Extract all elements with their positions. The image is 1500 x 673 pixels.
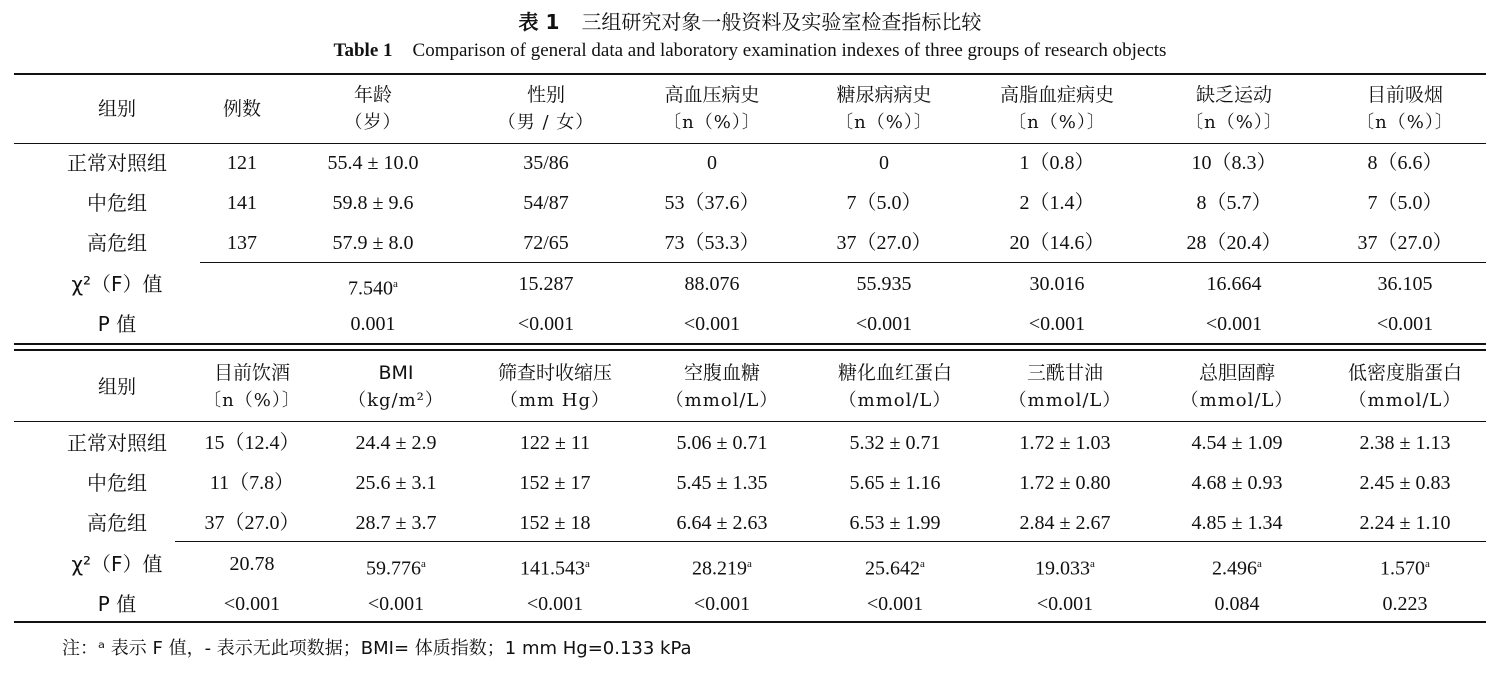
p-value: <0.001 (683, 313, 741, 335)
table-cell: 10（8.3） (1191, 152, 1277, 174)
table-cell: 122 ± 11 (519, 432, 591, 454)
footnote-marker: a (1090, 558, 1095, 570)
table-cell: 55.4 ± 10.0 (327, 152, 419, 174)
row-label: 正常对照组 (67, 151, 167, 175)
table1-header-cell (293, 81, 453, 137)
header-label: 年龄 (353, 84, 392, 106)
table-cell: 7（5.0） (846, 192, 922, 214)
table-cell: 7（5.0） (1367, 192, 1443, 214)
table-cell: 24.4 ± 2.9 (355, 432, 437, 454)
row-label: 中危组 (87, 471, 147, 495)
header-label: 糖化血红蛋白 (837, 362, 952, 384)
header-unit: 〔n（%）〕 (1185, 112, 1283, 133)
table-cell: 37（27.0） (204, 512, 300, 534)
p-value: 0.001 (350, 313, 396, 335)
footnote-marker: a (1257, 558, 1262, 570)
table-cell: 2.38 ± 1.13 (1359, 432, 1451, 454)
footnote-marker: a (393, 278, 398, 290)
p-value: 0.084 (1214, 593, 1260, 615)
table-cell: 5.65 ± 1.16 (849, 472, 941, 494)
table1-top-rule (14, 73, 1486, 75)
row-label: 正常对照组 (67, 431, 167, 455)
chi-square-value: 2.496$^a$ (1212, 557, 1262, 580)
table2-header-cell (1157, 359, 1317, 415)
chi-square-value: 36.105 (1377, 273, 1433, 295)
header-unit: 〔n（%）〕 (1356, 112, 1454, 133)
table-cell: 2（1.4） (1019, 192, 1095, 214)
table-cell: 0 (879, 152, 889, 174)
header-label: 目前吸烟 (1366, 84, 1443, 106)
table-cell: 8（6.6） (1367, 152, 1443, 174)
p-value: <0.001 (526, 593, 584, 615)
table-cell: 121 (227, 152, 257, 174)
header-label: 组别 (97, 376, 136, 398)
table1-header-cell (1325, 81, 1485, 137)
table-cell: 57.9 ± 8.0 (332, 232, 414, 254)
header-label: 高血压病史 (664, 84, 760, 106)
table1-header-cell (804, 81, 964, 137)
chi-square-value: 1.570$^a$ (1380, 557, 1430, 580)
header-unit: （mm Hg） (499, 390, 611, 411)
table2-stat-rule (175, 541, 1486, 542)
p-value: <0.001 (1036, 593, 1094, 615)
table-cell: 35/86 (523, 152, 569, 174)
header-label: 目前饮酒 (213, 362, 290, 384)
chi-square-value: 28.219$^a$ (692, 557, 752, 580)
table-cell: 15（12.4） (204, 432, 300, 454)
table-cell: 2.84 ± 2.67 (1019, 512, 1111, 534)
header-label: 空腹血糖 (683, 362, 760, 384)
header-unit: 〔n（%）〕 (203, 390, 301, 411)
table2-bottom-rule (14, 621, 1486, 623)
header-label: 组别 (97, 98, 136, 120)
table-cell: 2.24 ± 1.10 (1359, 512, 1451, 534)
table-cell: 72/65 (523, 232, 569, 254)
chi-square-value: 141.543$^a$ (520, 557, 590, 580)
table1-header-cell (466, 81, 626, 137)
table-cell: 4.68 ± 0.93 (1191, 472, 1283, 494)
header-unit: 〔n（%）〕 (1008, 112, 1106, 133)
row-label: 中危组 (87, 191, 147, 215)
table-cell: 1.72 ± 0.80 (1019, 472, 1111, 494)
p-value: <0.001 (693, 593, 751, 615)
table1-header-cell (632, 81, 792, 137)
p-value: <0.001 (855, 313, 913, 335)
chi-square-value: 59.776$^a$ (366, 557, 426, 580)
header-unit: （mmol/L） (838, 390, 952, 411)
table-cell: 59.8 ± 9.6 (332, 192, 414, 214)
header-label: 总胆固醇 (1198, 362, 1275, 384)
footnote-marker: a (1425, 558, 1430, 570)
table2-header-cell (172, 359, 332, 415)
row-label: 高危组 (87, 511, 147, 535)
header-label: BMI (378, 362, 414, 384)
header-unit: （mmol/L） (1008, 390, 1122, 411)
table-cell: 25.6 ± 3.1 (355, 472, 437, 494)
table2-header-cell (1325, 359, 1485, 415)
p-value-label: P 值 (97, 592, 137, 616)
p-value: <0.001 (223, 593, 281, 615)
chi-square-value: 19.033$^a$ (1035, 557, 1095, 580)
table-cell: 37（27.0） (836, 232, 932, 254)
p-value-label: P 值 (97, 312, 137, 336)
chi-square-value: 55.935 (856, 273, 912, 295)
table-cell: 152 ± 17 (519, 472, 591, 494)
header-label: 三酰甘油 (1026, 362, 1103, 384)
p-value: <0.001 (517, 313, 575, 335)
table2-header-cell (985, 359, 1145, 415)
table-cell: 6.64 ± 2.63 (676, 512, 768, 534)
table-cell: 1（0.8） (1019, 152, 1095, 174)
chi-square-value: 20.78 (229, 553, 275, 575)
table-number-en: Table 1 (333, 40, 393, 61)
table-cell: 73（53.3） (664, 232, 760, 254)
header-label: 糖尿病病史 (836, 84, 932, 106)
header-label: 性别 (526, 84, 565, 106)
table1-header-rule (14, 143, 1486, 144)
table-cell: 6.53 ± 1.99 (849, 512, 941, 534)
footnote-marker: a (920, 558, 925, 570)
header-unit: （mmol/L） (1348, 390, 1462, 411)
header-unit: （mmol/L） (1180, 390, 1294, 411)
table-cell: 137 (227, 232, 257, 254)
chi-square-label: χ²（F）值 (71, 272, 163, 296)
header-unit: （岁） (344, 112, 402, 133)
footnote-marker: a (585, 558, 590, 570)
table1-stat-rule (200, 262, 1486, 263)
table-caption-en: Comparison of general data and laboratory examination indexes of three groups of research objects (412, 40, 1167, 61)
table1-header-cell (1154, 81, 1314, 137)
p-value: <0.001 (1205, 313, 1263, 335)
table-cell: 4.54 ± 1.09 (1191, 432, 1283, 454)
header-unit: 〔n（%）〕 (835, 112, 933, 133)
table-cell: 0 (707, 152, 717, 174)
p-value: <0.001 (1028, 313, 1086, 335)
table-cell: 11（7.8） (209, 472, 295, 494)
table-title-en (0, 40, 1500, 62)
table-cell: 4.85 ± 1.34 (1191, 512, 1283, 534)
table-cell: 28.7 ± 3.7 (355, 512, 437, 534)
table-title-cn (0, 6, 1500, 35)
table2-header-rule (14, 421, 1486, 422)
chi-square-value: 7.540$^a$ (348, 277, 398, 300)
table-cell: 53（37.6） (664, 192, 760, 214)
table-number-cn: 表 1 (518, 10, 560, 34)
header-label: 筛查时收缩压 (497, 362, 612, 384)
p-value: <0.001 (367, 593, 425, 615)
table-cell: 5.32 ± 0.71 (849, 432, 941, 454)
footnote-marker: a (421, 558, 426, 570)
header-label: 高脂血症病史 (999, 84, 1114, 106)
table1-bottom-rule (14, 343, 1486, 345)
table-cell: 54/87 (523, 192, 569, 214)
chi-square-value: 15.287 (518, 273, 574, 295)
header-label: 缺乏运动 (1195, 84, 1272, 106)
p-value: 0.223 (1382, 593, 1428, 615)
table-cell: 8（5.7） (1196, 192, 1272, 214)
table-cell: 37（27.0） (1357, 232, 1453, 254)
chi-square-value: 88.076 (684, 273, 740, 295)
row-label: 高危组 (87, 231, 147, 255)
footnote-marker: a (747, 558, 752, 570)
table2-top-rule (14, 349, 1486, 351)
table2-header-cell (642, 359, 802, 415)
p-value: <0.001 (866, 593, 924, 615)
chi-square-value: 16.664 (1206, 273, 1262, 295)
table-cell: 152 ± 18 (519, 512, 591, 534)
header-unit: （男 / 女） (497, 112, 595, 133)
chi-square-value: 30.016 (1029, 273, 1085, 295)
table2-header-cell (316, 359, 476, 415)
table2-header-cell (815, 359, 975, 415)
header-label: 例数 (222, 98, 261, 120)
table-cell: 5.06 ± 0.71 (676, 432, 768, 454)
p-value: <0.001 (1376, 313, 1434, 335)
table-footnote: 注：ᵃ 表示 F 值，- 表示无此项数据；BMI= 体质指数；1 mm Hg=0.133 kPa (62, 638, 692, 659)
table-cell: 5.45 ± 1.35 (676, 472, 768, 494)
chi-square-label: χ²（F）值 (71, 552, 163, 576)
table-cell: 28（20.4） (1186, 232, 1282, 254)
table1-header-cell (977, 81, 1137, 137)
table-cell: 141 (227, 192, 257, 214)
header-unit: （kg/m²） (348, 390, 444, 411)
chi-square-value: 25.642$^a$ (865, 557, 925, 580)
header-unit: 〔n（%）〕 (663, 112, 761, 133)
table-cell: 20（14.6） (1009, 232, 1105, 254)
table-cell: 1.72 ± 1.03 (1019, 432, 1111, 454)
table2-header-cell (475, 359, 635, 415)
table-caption-cn: 三组研究对象一般资料及实验室检查指标比较 (581, 10, 982, 34)
header-unit: （mmol/L） (665, 390, 779, 411)
table-cell: 2.45 ± 0.83 (1359, 472, 1451, 494)
header-label: 低密度脂蛋白 (1347, 362, 1462, 384)
